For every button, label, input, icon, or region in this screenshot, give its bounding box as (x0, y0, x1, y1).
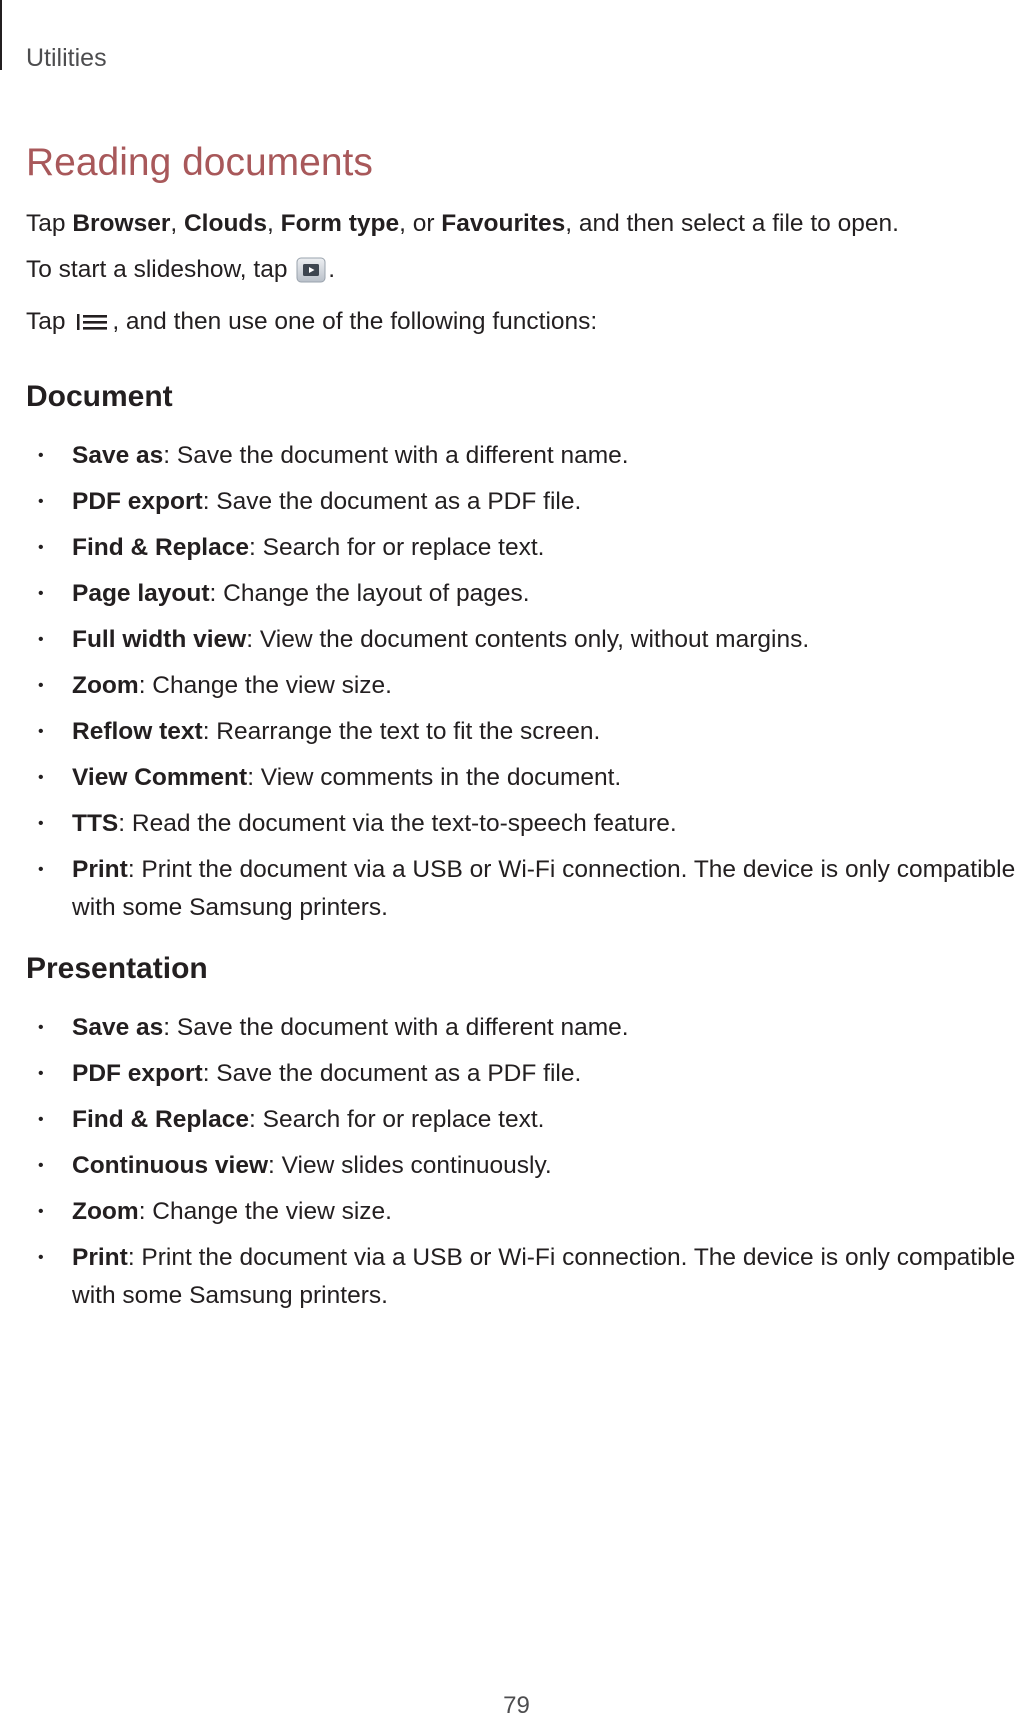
term-favourites: Favourites (441, 209, 566, 237)
bullet: • (38, 1110, 44, 1128)
list-item (26, 1009, 1031, 1047)
intro-line-2 (26, 247, 1031, 299)
function-term: Page layout (72, 579, 210, 607)
list-item (26, 621, 1031, 659)
text: To start a slideshow, tap (26, 255, 295, 283)
menu-icon (74, 305, 110, 351)
function-desc: : Search for or replace text. (248, 533, 545, 561)
function-desc: : Print the document via a USB or Wi-Fi connection. The device is only compatible with some Samsung printers. (72, 855, 1016, 921)
function-term: PDF export (72, 1059, 203, 1087)
function-desc: : Print the document via a USB or Wi-Fi connection. The device is only compatible with some Samsung printers. (72, 1243, 1016, 1309)
function-desc: : Change the view size. (138, 671, 392, 699)
section-heading-presentation: Presentation (26, 951, 208, 985)
function-desc: : Save the document as a PDF file. (202, 1059, 582, 1087)
list-item (26, 1055, 1031, 1093)
text: . (328, 255, 336, 283)
bullet: • (38, 1202, 44, 1220)
term-browser: Browser (72, 209, 171, 237)
list-item (26, 483, 1031, 521)
function-term: Full width view (72, 625, 247, 653)
function-term: View Comment (72, 763, 248, 791)
running-head: Utilities (26, 44, 107, 72)
function-desc: : Search for or replace text. (248, 1105, 545, 1133)
term-clouds: Clouds (183, 209, 268, 237)
page-title: Reading documents (26, 141, 373, 184)
function-term: Print (72, 855, 128, 883)
bullet: • (38, 814, 44, 832)
function-term: Zoom (72, 671, 139, 699)
function-term: Reflow text (72, 717, 203, 745)
function-term: Find & Replace (72, 533, 249, 561)
section-heading-document: Document (26, 379, 173, 413)
function-term: Continuous view (72, 1151, 268, 1179)
list-item (26, 575, 1031, 613)
function-term: Find & Replace (72, 1105, 249, 1133)
function-desc: : View comments in the document. (247, 763, 622, 791)
list-item (26, 713, 1031, 751)
bullet: • (38, 446, 44, 464)
function-desc: : Save the document with a different name. (163, 441, 629, 469)
text: , (170, 209, 184, 237)
bullet: • (38, 768, 44, 786)
bullet: • (38, 1018, 44, 1036)
function-desc: : Read the document via the text-to-speech feature. (118, 809, 677, 837)
list-item (26, 529, 1031, 567)
list-item (26, 1101, 1031, 1139)
function-desc: : Change the view size. (138, 1197, 392, 1225)
list-item (26, 437, 1031, 475)
bullet: • (38, 630, 44, 648)
function-desc: : Change the layout of pages. (209, 579, 530, 607)
function-desc: : Save the document as a PDF file. (202, 487, 582, 515)
list-item (26, 805, 1031, 843)
list-item (26, 759, 1031, 797)
text: , and then select a file to open. (565, 209, 899, 237)
text: , and then use one of the following functions: (112, 307, 598, 335)
bullet: • (38, 860, 44, 878)
text: Tap (26, 209, 73, 237)
list-item (26, 1193, 1031, 1231)
bullet: • (38, 1248, 44, 1266)
bullet: • (38, 538, 44, 556)
function-desc: : Save the document with a different name. (163, 1013, 629, 1041)
function-desc: : Rearrange the text to fit the screen. (202, 717, 601, 745)
text: , (267, 209, 281, 237)
function-term: PDF export (72, 487, 203, 515)
bullet: • (38, 1156, 44, 1174)
page-content (26, 140, 1031, 1323)
document-functions-list (26, 437, 1031, 927)
list-item (26, 1147, 1031, 1185)
function-term: Zoom (72, 1197, 139, 1225)
bullet: • (38, 492, 44, 510)
function-term: Save as (72, 1013, 164, 1041)
bullet: • (38, 676, 44, 694)
list-item (26, 667, 1031, 705)
term-form-type: Form type (280, 209, 400, 237)
function-term: Save as (72, 441, 164, 469)
slideshow-icon (296, 253, 326, 299)
bullet: • (38, 1064, 44, 1082)
presentation-functions-list (26, 1009, 1031, 1315)
function-term: TTS (72, 809, 119, 837)
text: , or (399, 209, 442, 237)
intro-line-3 (26, 299, 1031, 351)
list-item (26, 1239, 1031, 1315)
intro-line-1 (26, 201, 1031, 247)
text: Tap (26, 307, 73, 335)
bullet: • (38, 584, 44, 602)
list-item (26, 851, 1031, 927)
function-desc: : View the document contents only, without margins. (246, 625, 810, 653)
function-desc: : View slides continuously. (268, 1151, 552, 1179)
function-term: Print (72, 1243, 128, 1271)
side-rule (0, 0, 2, 70)
page-number: 79 (503, 1692, 530, 1719)
bullet: • (38, 722, 44, 740)
